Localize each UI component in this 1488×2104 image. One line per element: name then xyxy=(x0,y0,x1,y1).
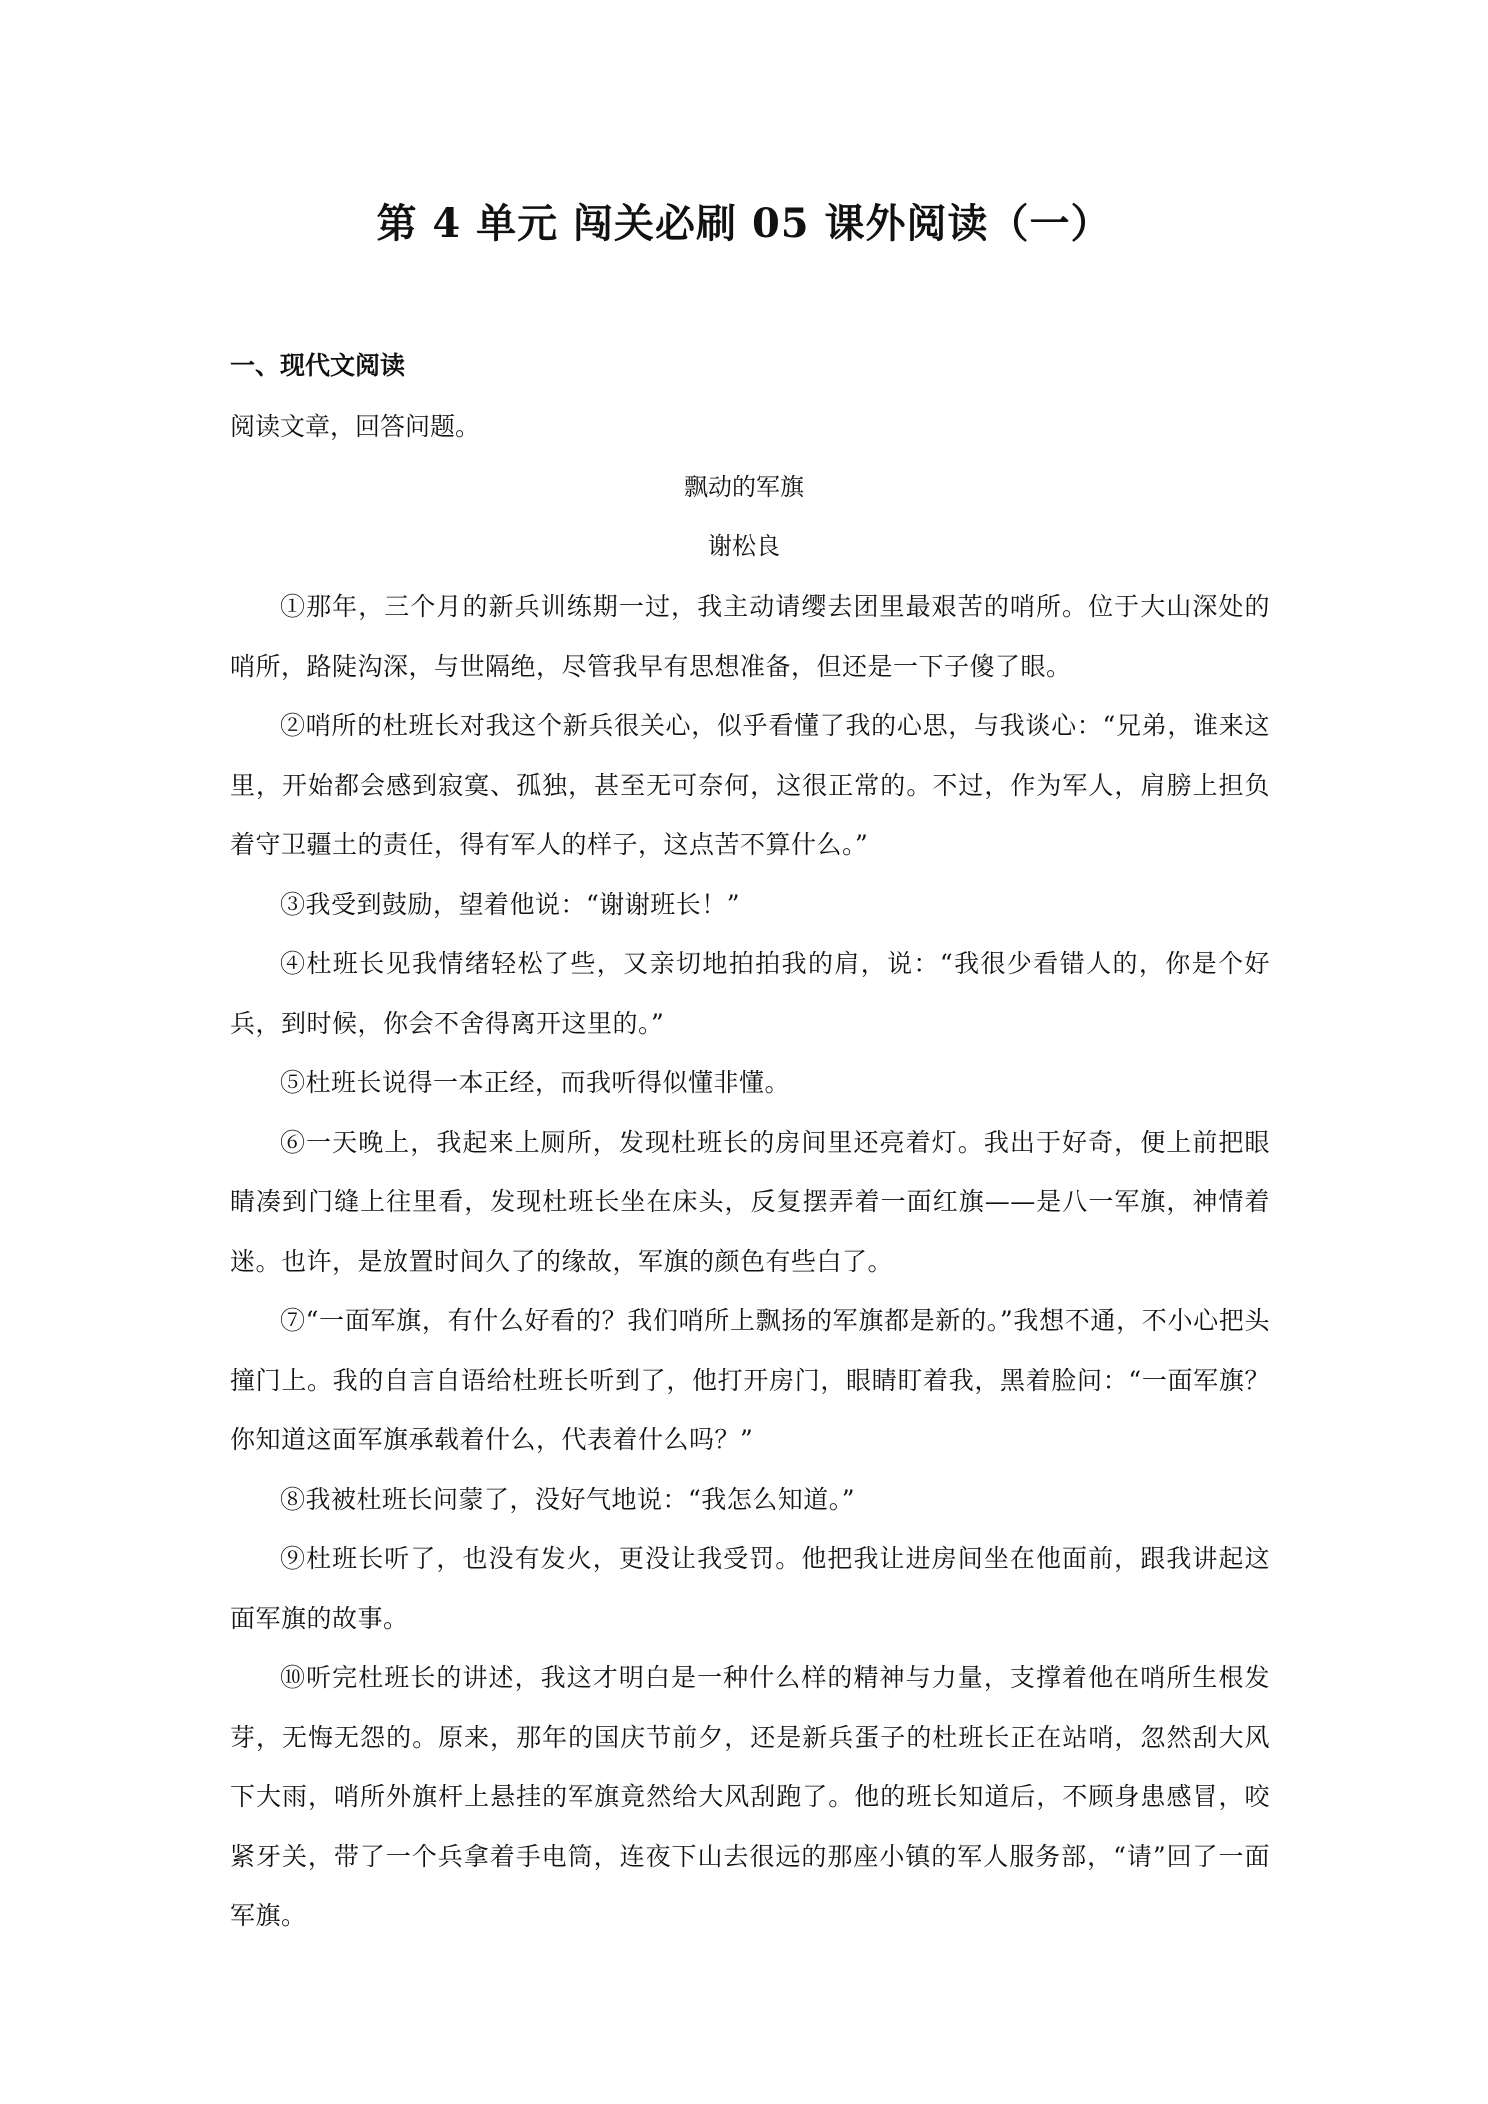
instruction-text: 阅读文章，回答问题。 xyxy=(230,412,481,441)
article-body xyxy=(230,577,1270,1946)
paragraph: ⑤杜班长说得一本正经，而我听得似懂非懂。 xyxy=(280,1068,791,1097)
article-title: 飘动的军旗 xyxy=(684,473,804,501)
paragraph: ⑥一天晚上，我起来上厕所，发现杜班长的房间里还亮着灯。我出于好奇，便上前把眼睛凑到门缝上往里看，发现杜班长坐在床头，反复摆弄着一面红旗——是八一军旗，神情着迷。也许，是放置时间久了的缘故，军旗的颜色有些白了。 xyxy=(230,1127,1270,1276)
paragraph: ①那年，三个月的新兵训练期一过，我主动请缨去团里最艰苦的哨所。位于大山深处的哨所，路陡沟深，与世隔绝，尽管我早有思想准备，但还是一下子傻了眼。 xyxy=(230,592,1270,681)
page-title: 第 4 单元 闯关必刷 05 课外阅读（一） xyxy=(376,200,1112,247)
paragraph: ⑩听完杜班长的讲述，我这才明白是一种什么样的精神与力量，支撑着他在哨所生根发芽，无悔无怨的。原来，那年的国庆节前夕，还是新兵蛋子的杜班长正在站哨，忽然刮大风下大雨，哨所外旗杆上悬挂的军旗竟然给大风刮跑了。他的班长知道后，不顾身患感冒，咬紧牙关，带了一个兵拿着手电筒，连夜下山去很远的那座小镇的军人服务部，“请”回了一面军旗。 xyxy=(230,1663,1270,1930)
paragraph: ②哨所的杜班长对我这个新兵很关心，似乎看懂了我的心思，与我谈心：“兄弟，谁来这里，开始都会感到寂寞、孤独，甚至无可奈何，这很正常的。不过，作为军人，肩膀上担负着守卫疆土的责任，得有军人的样子，这点苦不算什么。” xyxy=(230,711,1270,859)
paragraph: ⑧我被杜班长问蒙了，没好气地说：“我怎么知道。” xyxy=(280,1484,856,1514)
article-author: 谢松良 xyxy=(708,532,780,560)
paragraph: ④杜班长见我情绪轻松了些，又亲切地拍拍我的肩，说：“我很少看错人的，你是个好兵，到时候，你会不舍得离开这里的。” xyxy=(230,949,1270,1038)
paragraph: ⑦“一面军旗，有什么好看的？我们哨所上飘扬的军旗都是新的。”我想不通，不小心把头撞门上。我的自言自语给杜班长听到了，他打开房门，眼睛盯着我，黑着脸问：“一面军旗？你知道这面军旗承载着什么，代表着什么吗？” xyxy=(230,1306,1270,1454)
section-heading: 一、现代文阅读 xyxy=(230,351,406,380)
paragraph: ⑨杜班长听了，也没有发火，更没让我受罚。他把我让进房间坐在他面前，跟我讲起这面军旗的故事。 xyxy=(230,1544,1270,1633)
paragraph: ③我受到鼓励，望着他说：“谢谢班长！” xyxy=(280,889,741,919)
